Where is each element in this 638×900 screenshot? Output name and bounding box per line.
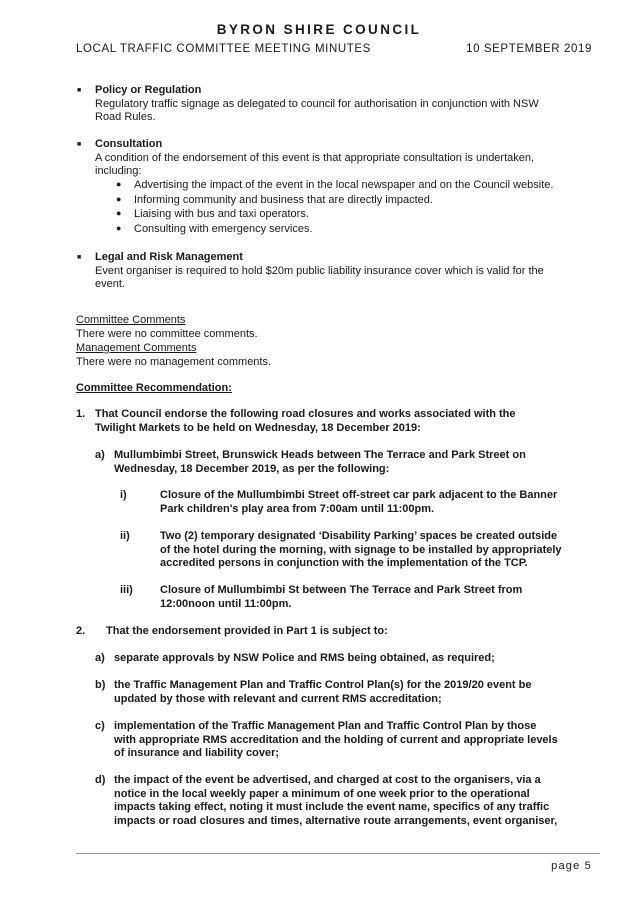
section-title-consultation: Consultation (95, 138, 163, 150)
roman-line: accredited persons in conjunction with the implementation of the TCP. (160, 557, 528, 569)
sub-line: notice in the local weekly paper a minimum of one week prior to the operational (114, 788, 530, 800)
sub-line: Wednesday, 18 December 2019, as per the following: (114, 463, 390, 475)
section-line: Road Rules. (95, 111, 156, 123)
meeting-title: LOCAL TRAFFIC COMMITTEE MEETING MINUTES (76, 43, 371, 55)
dot-bullet-icon: ● (116, 223, 122, 233)
list-item: Advertising the impact of the event in the local newspaper and on the Council website. (134, 179, 554, 191)
dot-bullet-icon: ● (116, 194, 122, 204)
square-bullet-icon: ■ (77, 141, 82, 148)
square-bullet-icon: ■ (77, 254, 82, 261)
roman-line: Park children's play area from 7:00am until 11:00pm. (160, 503, 435, 515)
meeting-date: 10 SEPTEMBER 2019 (466, 43, 592, 55)
sub-label: a) (95, 449, 105, 461)
dot-bullet-icon: ● (116, 208, 122, 218)
section-line: including: (95, 165, 142, 177)
roman-line: Closure of Mullumbimbi St between The Terrace and Park Street from (160, 584, 523, 596)
roman-label: iii) (120, 584, 133, 596)
sub-line: the impact of the event be advertised, and charged at cost to the organisers, via a (114, 774, 541, 786)
sub-line: the Traffic Management Plan and Traffic Control Plan(s) for the 2019/20 event be (114, 679, 532, 691)
roman-line: Two (2) temporary designated ‘Disability Parking’ spaces be created outside (160, 530, 558, 542)
roman-label: i) (120, 489, 127, 501)
sub-label: b) (95, 679, 106, 691)
section-title-policy: Policy or Regulation (95, 84, 202, 96)
roman-label: ii) (120, 530, 130, 542)
sub-line: separate approvals by NSW Police and RMS being obtained, as required; (114, 652, 495, 664)
sub-line: Mullumbimbi Street, Brunswick Heads between The Terrace and Park Street on (114, 449, 526, 461)
item-line: That Council endorse the following road closures and works associated with the (95, 408, 516, 420)
recommendation-heading: Committee Recommendation: (76, 382, 232, 394)
section-line: A condition of the endorsement of this event is that appropriate consultation is undertaken, (95, 152, 535, 164)
list-item: Informing community and business that are directly impacted. (134, 194, 433, 206)
section-title-legal: Legal and Risk Management (95, 251, 243, 263)
section-line: event. (95, 278, 125, 290)
sub-line: implementation of the Traffic Management Plan and Traffic Control Plan by those (114, 720, 537, 732)
sub-line: of insurance and liability cover; (114, 747, 280, 759)
item-line: Twilight Markets to be held on Wednesday, 18 December 2019: (95, 422, 421, 434)
roman-line: 12:00noon until 11:00pm. (160, 598, 292, 610)
roman-line: of the hotel during the morning, with signage to be installed by appropriately (160, 544, 562, 556)
footer-divider (76, 853, 600, 854)
sub-line: impacts taking effect, noting it must include the event name, specifics of any traffic (114, 801, 550, 813)
sub-label: c) (95, 720, 105, 732)
list-item: Consulting with emergency services. (134, 223, 313, 235)
square-bullet-icon: ■ (77, 87, 82, 94)
item-number: 2. (76, 625, 86, 637)
management-comments-heading: Management Comments (76, 342, 197, 354)
section-line: Event organiser is required to hold $20m public liability insurance cover which is valid for the (95, 265, 544, 277)
dot-bullet-icon: ● (116, 179, 122, 189)
section-line: Regulatory traffic signage as delegated to council for authorisation in conjunction with NSW (95, 98, 539, 110)
item-line: That the endorsement provided in Part 1 is subject to: (106, 625, 388, 637)
council-name: BYRON SHIRE COUNCIL (216, 22, 422, 37)
page-number: page 5 (551, 860, 592, 872)
sub-label: d) (95, 774, 106, 786)
list-item: Liaising with bus and taxi operators. (134, 208, 309, 220)
sub-line: updated by those with relevant and current RMS accreditation; (114, 693, 442, 705)
management-comments-text: There were no management comments. (76, 356, 272, 368)
item-number: 1. (76, 408, 86, 420)
sub-label: a) (95, 652, 105, 664)
sub-line: with appropriate RMS accreditation and the holding of current and appropriate levels (114, 734, 558, 746)
committee-comments-text: There were no committee comments. (76, 328, 258, 340)
committee-comments-heading: Committee Comments (76, 314, 186, 326)
sub-line: impacts or road closures and times, alternative route arrangements, event organiser, (114, 815, 558, 827)
roman-line: Closure of the Mullumbimbi Street off-street car park adjacent to the Banner (160, 489, 558, 501)
